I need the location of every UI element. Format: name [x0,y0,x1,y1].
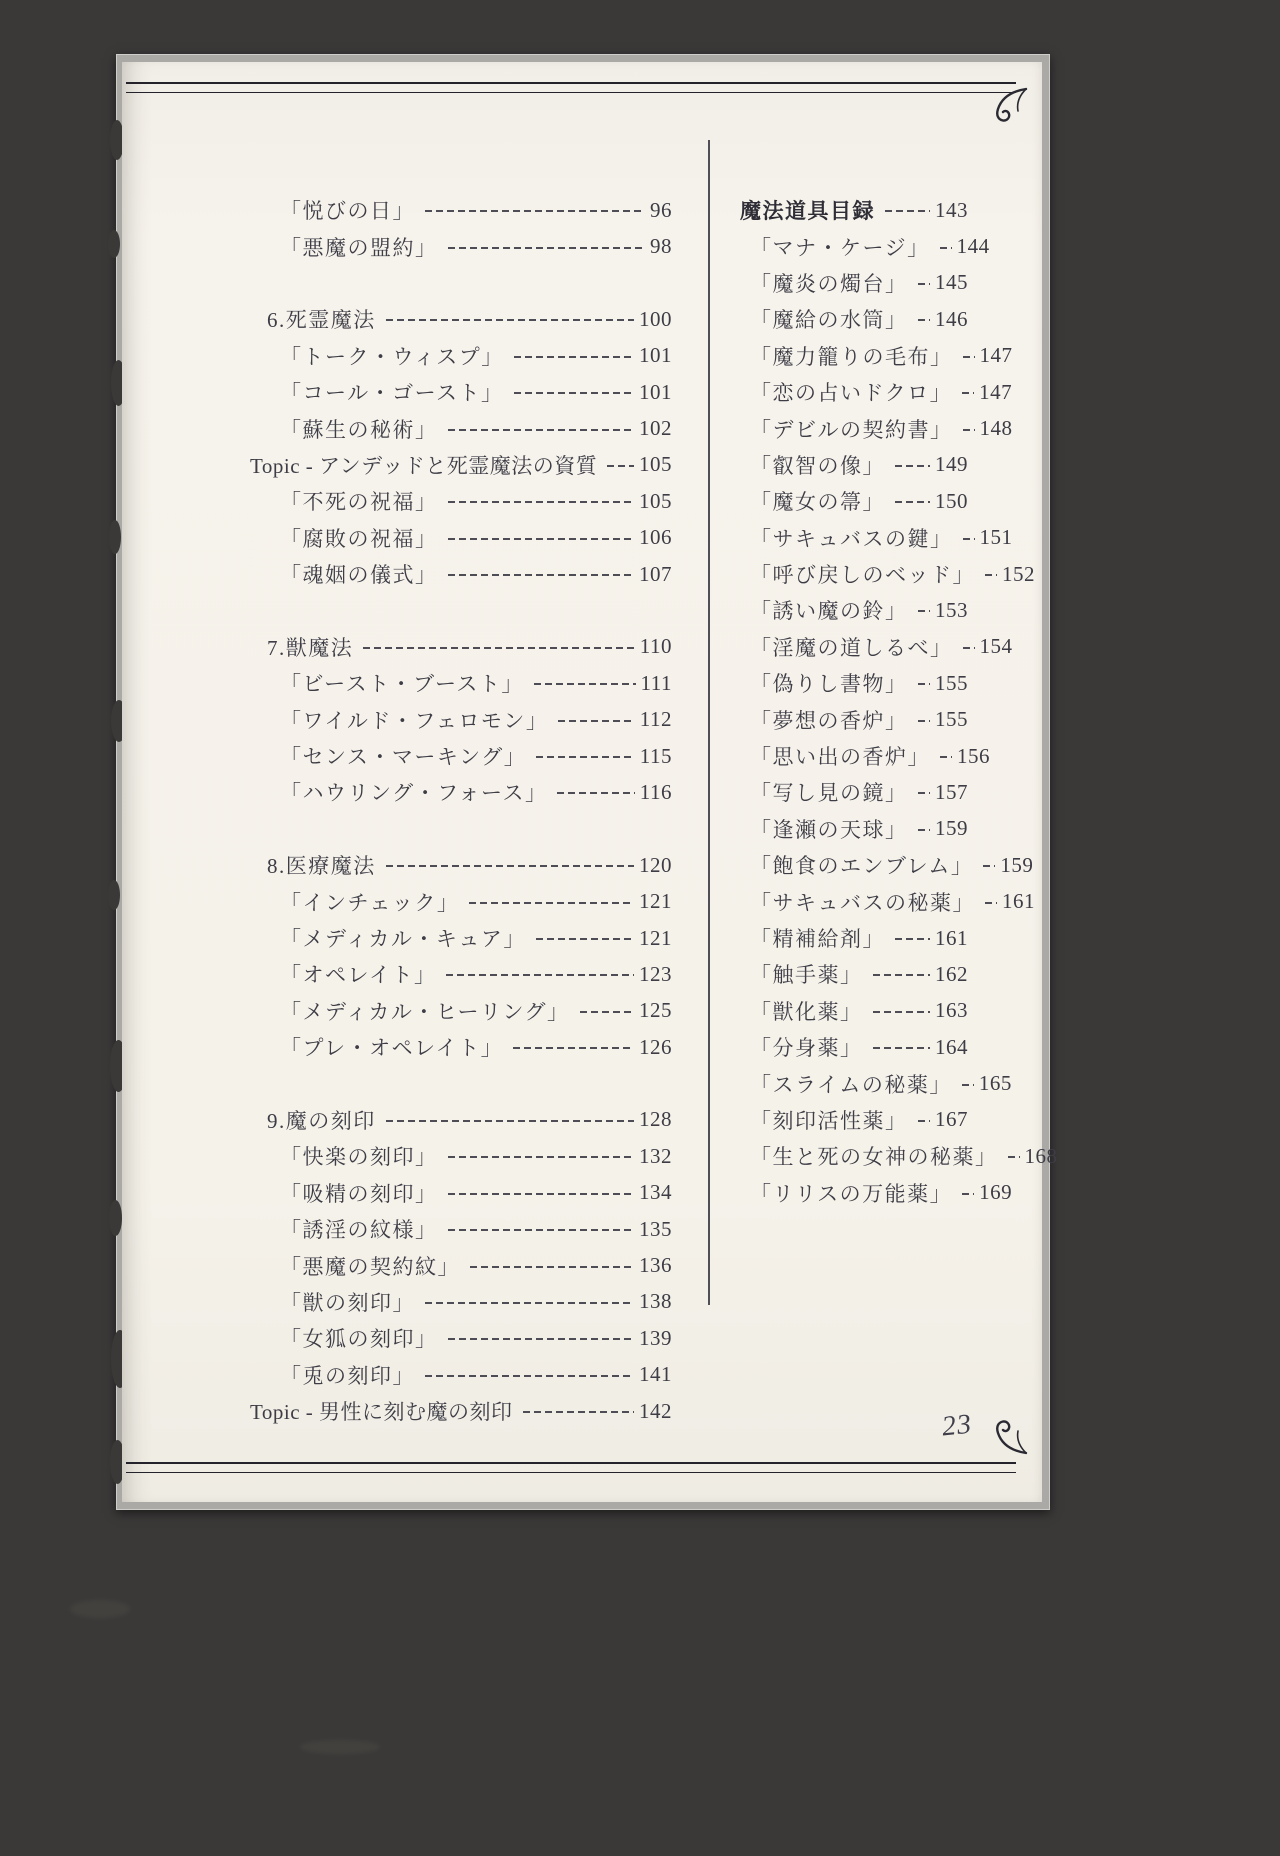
toc-row [735,920,968,956]
toc-page-number: 106 [639,525,672,550]
dash-leader [425,1375,634,1377]
torn-edge-mark [109,520,121,554]
toc-entry-title: 「魔給の水筒」 [750,308,908,333]
dash-leader [918,610,931,612]
toc-entry-title: 「恋の占いドクロ」 [750,381,953,406]
dash-leader [448,1193,635,1195]
toc-page-number: 163 [935,998,968,1023]
toc-row [735,592,968,628]
toc-page-number: 159 [935,816,968,841]
toc-entry-title: 「インチェック」 [280,890,460,915]
toc-row [220,956,672,992]
toc-row [220,410,672,446]
dash-leader [448,538,635,540]
dash-leader [983,865,995,867]
toc-entry-title: 「悦びの日」 [280,199,415,224]
toc-entry-title: 「ビースト・ブースト」 [280,672,524,697]
toc-row [735,1065,1012,1101]
toc-row [220,738,672,774]
toc-entry-title: 「コール・ゴースト」 [280,381,504,406]
toc-entry-title: 「魔炎の燭台」 [750,271,908,296]
background-scuff [300,1740,380,1754]
dash-leader [940,756,952,758]
torn-edge-mark [108,880,120,910]
toc-page-number: 116 [639,779,672,804]
toc-page-number: 132 [639,1143,672,1168]
dash-leader [513,1047,634,1049]
dash-leader [963,647,975,649]
handwritten-page-number: 23 [940,1408,974,1443]
toc-page-number: 128 [639,1107,672,1132]
toc-entry-title: 「触手薬」 [750,963,863,988]
toc-right-column [735,192,1058,1211]
toc-page-number: 100 [639,306,672,331]
toc-page-number: 153 [935,597,968,622]
dash-leader [963,429,975,431]
toc-entry-title: 「叡智の像」 [750,453,885,478]
toc-page-number: 150 [935,488,968,513]
toc-entry-title: 「プレ・オペレイト」 [280,1036,504,1061]
toc-entry-title: 「魔女の箒」 [750,490,885,515]
dash-leader [873,1047,931,1049]
toc-entry-title: 「兎の刻印」 [280,1363,415,1388]
background-scuff [70,1600,130,1618]
toc-entry-title: 「飽食のエンブレム」 [750,854,974,879]
dash-leader [448,247,646,249]
dash-leader [962,1084,974,1086]
toc-row [735,774,968,810]
toc-row [735,847,1034,883]
toc-page-number: 161 [935,925,968,950]
toc-entry-title: 「サキュバスの秘薬」 [750,890,975,915]
toc-entry-title: 「女狐の刻印」 [280,1327,438,1352]
toc-row [735,447,968,483]
toc-row [220,993,672,1029]
toc-page-number: 164 [935,1034,968,1059]
dash-leader [448,1338,635,1340]
toc-page-number: 111 [640,670,672,695]
toc-page-number: 121 [639,925,672,950]
toc-row [735,811,968,847]
dash-leader [448,1229,635,1231]
dash-leader [918,792,931,794]
toc-row [735,665,968,701]
toc-page-number: 143 [935,197,968,222]
dash-leader [895,938,930,940]
dash-leader [425,210,645,212]
toc-entry-title: 「分身薬」 [750,1036,863,1061]
toc-entry-title: 「夢想の香炉」 [750,708,908,733]
toc-page-number: 141 [639,1362,672,1387]
toc-row [220,1029,672,1065]
dash-leader [446,974,634,976]
toc-row [735,629,1013,665]
toc-row [735,520,1013,556]
toc-row [735,956,968,992]
toc-row [735,701,968,737]
toc-entry-title: 「魔力籠りの毛布」 [750,344,953,369]
toc-entry-title: 「刻印活性薬」 [750,1108,908,1133]
dash-leader [514,392,634,394]
toc-entry-title: 「デビルの契約書」 [750,417,953,442]
toc-page-number: 125 [639,998,672,1023]
toc-page-number: 147 [979,343,1013,368]
toc-row [220,1175,672,1211]
toc-entry-title: Topic - 男性に刻む魔の刻印 [250,1400,513,1425]
bottom-border-rule [126,1462,1016,1473]
toc-row [735,1175,1013,1211]
dash-leader [918,683,931,685]
toc-left-column [220,192,672,1429]
toc-page-number: 142 [639,1398,672,1423]
toc-page-number: 123 [639,961,672,986]
dash-leader [425,1302,634,1304]
toc-page-number: 156 [957,743,990,768]
toc-page-number: 102 [639,416,672,441]
dash-leader [918,720,931,722]
toc-row [220,192,672,228]
dash-leader [448,574,635,576]
toc-entry-title: 「オペレイト」 [280,963,437,988]
toc-page-number: 155 [935,707,968,732]
toc-entry-title: 「淫魔の道しるべ」 [750,635,953,660]
toc-row [220,483,672,519]
toc-row [735,228,990,264]
dash-leader [1008,1156,1020,1158]
dash-leader [885,210,930,212]
dash-leader [895,465,930,467]
dash-leader [536,938,634,940]
toc-row [220,920,672,956]
toc-entry-title: 「スライムの秘薬」 [750,1072,952,1097]
toc-row [220,665,672,701]
toc-row [220,701,672,737]
toc-row [220,629,672,665]
dash-leader [963,356,975,358]
toc-row [735,993,968,1029]
toc-row [220,774,672,810]
dash-leader [985,574,997,576]
toc-entry-title: 7.獣魔法 [267,635,354,660]
toc-entry-title: 「メディカル・ヒーリング」 [280,999,570,1024]
toc-row [220,1247,672,1283]
toc-row [220,1211,672,1247]
dash-leader [918,283,931,285]
toc-entry-title: 「獣化薬」 [750,999,863,1024]
dash-leader [386,865,634,867]
dash-leader [523,1411,634,1413]
toc-page-number: 101 [639,343,672,368]
dash-leader [963,538,975,540]
toc-page-number: 161 [1002,889,1035,914]
toc-entry-title: 「ワイルド・フェロモン」 [280,708,549,733]
toc-row [220,338,672,374]
toc-row [220,301,672,337]
toc-page-number: 159 [1000,852,1034,877]
toc-entry-title: 9.魔の刻印 [267,1108,376,1133]
toc-entry-title: 「生と死の女神の秘薬」 [750,1145,998,1170]
toc-page-number: 154 [979,634,1013,659]
toc-page-number: 157 [935,779,968,804]
toc-entry-title: 「不死の祝福」 [280,490,438,515]
toc-page-number: 155 [935,670,968,695]
toc-row [735,265,968,301]
dash-leader [363,647,635,649]
toc-page-number: 138 [639,1289,672,1314]
toc-page-number: 107 [639,561,672,586]
toc-entry-title: 「魂姻の儀式」 [280,563,438,588]
toc-page-number: 169 [979,1180,1013,1205]
toc-page-number: 162 [935,961,968,986]
toc-row [220,1138,672,1174]
toc-entry-title: 「呼び戻しのベッド」 [750,563,975,588]
toc-entry-title: 8.医療魔法 [267,854,376,879]
toc-page-number: 112 [639,707,672,732]
dash-leader [607,465,634,467]
dash-leader [985,902,997,904]
toc-page-number: 144 [956,234,990,259]
toc-page-number: 139 [639,1325,672,1350]
toc-entry-title: 「誘い魔の鈴」 [750,599,908,624]
toc-row [735,1138,1058,1174]
toc-entry-title: 「誘淫の紋様」 [280,1218,438,1243]
toc-row [735,556,1035,592]
dash-leader [386,1120,634,1122]
dash-leader [448,501,635,503]
toc-row [220,374,672,410]
toc-page-number: 148 [979,416,1013,441]
toc-entry-title: 「悪魔の盟約」 [280,235,438,260]
toc-row [220,1102,672,1138]
dash-leader [580,1011,634,1013]
toc-entry-title: 「センス・マーキング」 [280,745,527,770]
toc-row [220,1284,672,1320]
toc-row [735,192,968,228]
torn-edge-mark [108,230,120,258]
toc-row [735,483,968,519]
toc-row [220,228,672,264]
toc-entry-title: 「悪魔の契約紋」 [280,1254,460,1279]
toc-page-number: 115 [639,743,672,768]
toc-page-number: 121 [639,889,672,914]
toc-page-number: 147 [979,379,1013,404]
dash-leader [469,902,634,904]
toc-row [220,447,672,483]
dash-leader [962,392,974,394]
toc-page-number: 167 [935,1107,968,1132]
dash-leader [873,974,931,976]
toc-page-number: 146 [935,306,968,331]
toc-entry-title: 「獣の刻印」 [280,1290,415,1315]
toc-row [735,1102,968,1138]
toc-page-number: 105 [639,488,672,513]
toc-entry-title: 「精補給剤」 [750,927,885,951]
toc-entry-title: 「写し見の鏡」 [750,781,908,806]
column-divider [708,140,710,1305]
dash-leader [448,1156,635,1158]
dash-leader [873,1011,931,1013]
dash-leader [918,829,931,831]
toc-entry-title: 「快楽の刻印」 [280,1145,438,1170]
toc-entry-title: 「逢瀬の天球」 [750,817,908,842]
toc-row [735,338,1013,374]
dash-leader [470,1266,634,1268]
toc-page-number: 134 [639,1180,672,1205]
corner-flourish-icon [990,86,1028,124]
toc-entry-title: 6.死霊魔法 [267,308,376,333]
book-page [122,62,1058,1502]
toc-row [735,883,1035,919]
dash-leader [895,501,930,503]
dash-leader [558,720,634,722]
dash-leader [962,1193,974,1195]
toc-page-number: 101 [639,379,672,404]
toc-row [735,1029,968,1065]
toc-entry-title: 「メディカル・キュア」 [280,927,526,951]
toc-page-number: 126 [639,1034,672,1059]
toc-page-number: 149 [935,452,968,477]
toc-entry-title: 「蘇生の秘術」 [280,417,438,442]
toc-page-number: 135 [639,1216,672,1241]
toc-row [220,1357,672,1393]
toc-entry-title: 魔法道具目録 [740,199,875,224]
corner-flourish-icon [990,1418,1028,1456]
toc-page-number: 168 [1024,1143,1058,1168]
toc-row [220,883,672,919]
toc-page-number: 120 [639,852,672,877]
toc-entry-title: 「吸精の刻印」 [280,1181,438,1206]
toc-page-number: 110 [639,634,672,659]
toc-entry-title: 「偽りし書物」 [750,672,908,697]
dash-leader [918,1120,931,1122]
dash-leader [448,429,635,431]
toc-row [220,847,672,883]
toc-row [735,738,990,774]
toc-entry-title: 「トーク・ウィスプ」 [280,344,504,369]
toc-page-number: 165 [978,1071,1012,1096]
toc-entry-title: Topic - アンデッドと死霊魔法の資質 [250,453,598,478]
toc-row [220,556,672,592]
toc-row [220,1393,672,1429]
dash-leader [514,356,634,358]
dash-leader [534,683,636,685]
toc-entry-title: 「ハウリング・フォース」 [280,781,548,806]
top-border-rule [126,82,1016,93]
torn-edge-mark [109,1200,122,1236]
toc-entry-title: 「リリスの万能薬」 [750,1181,953,1206]
dash-leader [918,319,931,321]
toc-entry-title: 「サキュバスの鍵」 [750,526,953,551]
toc-page-number: 151 [979,525,1013,550]
toc-page-number: 96 [650,197,672,222]
toc-row [220,1320,672,1356]
dash-leader [536,756,635,758]
toc-page-number: 145 [935,270,968,295]
toc-entry-title: 「腐敗の祝福」 [280,526,438,551]
toc-page-number: 136 [639,1253,672,1278]
toc-row [735,301,968,337]
dash-leader [940,247,952,249]
toc-row [220,520,672,556]
toc-row [735,374,1013,410]
toc-page-number: 152 [1002,561,1035,586]
toc-page-number: 98 [650,234,672,259]
toc-entry-title: 「思い出の香炉」 [750,745,930,770]
toc-entry-title: 「マナ・ケージ」 [750,235,930,260]
dash-leader [386,319,634,321]
dash-leader [557,792,634,794]
toc-page-number: 105 [639,452,672,477]
toc-row [735,410,1013,446]
